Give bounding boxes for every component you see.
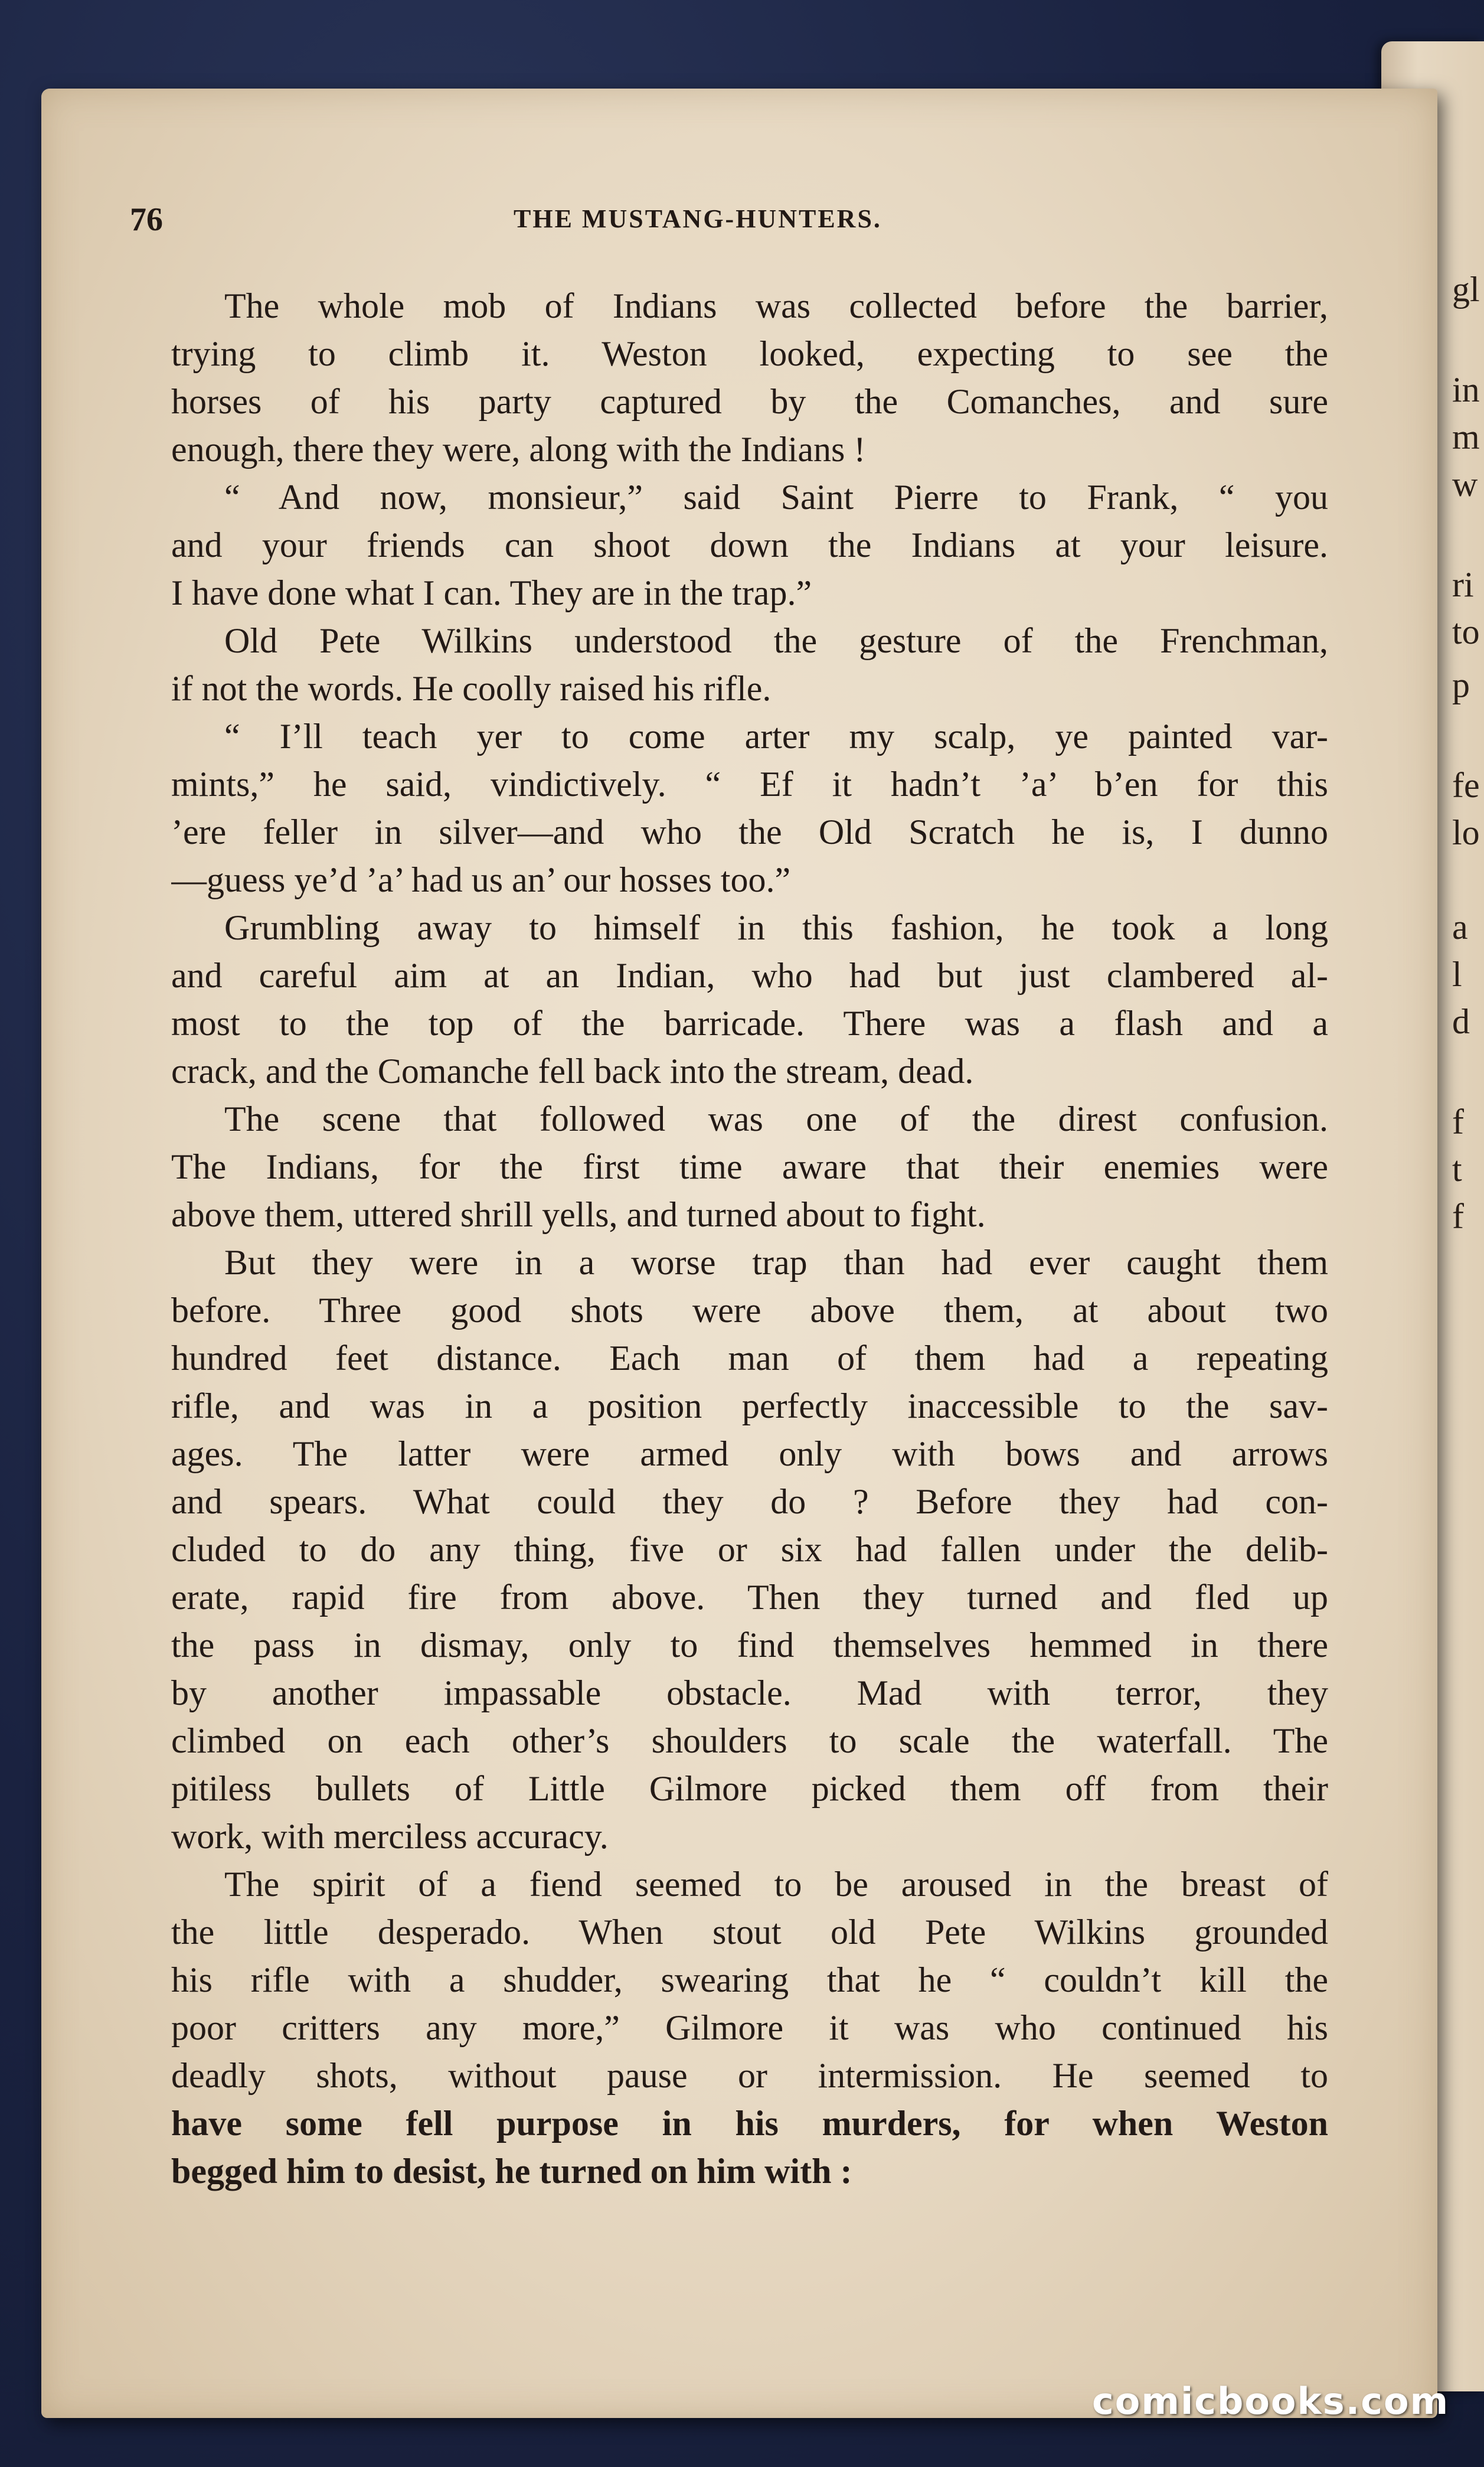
facing-page-fragment: fe [1452, 766, 1480, 805]
text-line: —guess ye’d ’a’ had us an’ our hosses too.” [171, 860, 791, 899]
facing-page-fragment: in [1452, 370, 1480, 409]
text-line: erate, rapid fire from above. Then they turned and fled up [171, 1578, 1328, 1617]
facing-page-fragment: a [1452, 908, 1468, 947]
text-line: crack, and the Comanche fell back into the stream, dead. [171, 1052, 974, 1091]
text-line: begged him to desist, he turned on him with : [171, 2152, 852, 2191]
text-line: “ And now, monsieur,” said Saint Pierre to Frank, “ you [224, 478, 1328, 517]
facing-page-fragment: lo [1452, 813, 1480, 852]
text-line: if not the words. He coolly raised his rifle. [171, 669, 772, 708]
text-line: trying to climb it. Weston looked, expecting to see the [171, 334, 1328, 373]
text-line: hundred feet distance. Each man of them had a repeating [171, 1339, 1328, 1378]
facing-page-fragment: d [1452, 1002, 1470, 1041]
text-line: “ I’ll teach yer to come arter my scalp, ye painted var- [224, 717, 1328, 756]
running-head: THE MUSTANG-HUNTERS. [514, 204, 882, 233]
facing-page-fragment: t [1452, 1150, 1462, 1189]
text-line: the little desperado. When stout old Pete Wilkins grounded [171, 1913, 1328, 1952]
text-line: before. Three good shots were above them, at about two [171, 1291, 1328, 1330]
text-line: ages. The latter were armed only with bows and arrows [171, 1434, 1328, 1473]
text-line: The whole mob of Indians was collected before the barrier, [224, 286, 1328, 325]
text-line: ’ere feller in silver—and who the Old Scratch he is, I dunno [171, 812, 1328, 851]
text-line: climbed on each other’s shoulders to scale the waterfall. The [171, 1721, 1328, 1760]
text-line: cluded to do any thing, five or six had fallen under the delib- [171, 1530, 1328, 1569]
facing-page-fragment: f [1452, 1197, 1464, 1236]
facing-page-fragment: f [1452, 1102, 1464, 1141]
text-line: The scene that followed was one of the direst confusion. [224, 1099, 1328, 1138]
facing-page-fragment: p [1452, 665, 1470, 704]
page-number: 76 [130, 201, 163, 238]
text-line: pitiless bullets of Little Gilmore picked them off from their [171, 1769, 1328, 1808]
text-line: and careful aim at an Indian, who had but just clambered al- [171, 956, 1328, 995]
facing-page-fragment: ri [1452, 565, 1474, 604]
text-line: his rifle with a shudder, swearing that he “ couldn’t kill the [171, 1960, 1328, 1999]
text-line: Old Pete Wilkins understood the gesture of the Frenchman, [224, 621, 1328, 660]
text-line: poor critters any more,” Gilmore it was who continued his [171, 2008, 1328, 2047]
text-line: deadly shots, without pause or intermission. He seemed to [171, 2056, 1328, 2095]
text-line: work, with merciless accuracy. [171, 1817, 609, 1856]
text-line: mints,” he said, vindictively. “ Ef it hadn’t ’a’ b’en for this [171, 765, 1328, 804]
facing-page-fragment: w [1452, 465, 1478, 504]
text-line: Grumbling away to himself in this fashion, he took a long [224, 908, 1328, 947]
text-line: most to the top of the barricade. There was a flash and a [171, 1004, 1328, 1043]
facing-page-fragment: l [1452, 955, 1462, 994]
facing-page-fragment: m [1452, 417, 1480, 456]
text-line: above them, uttered shrill yells, and turned about to fight. [171, 1195, 986, 1234]
text-line: by another impassable obstacle. Mad with terror, they [171, 1673, 1328, 1712]
body-text [171, 282, 1328, 2195]
text-line: horses of his party captured by the Comanches, and sure [171, 382, 1328, 421]
facing-page-fragment: gl [1452, 270, 1480, 309]
facing-page-fragment: to [1452, 612, 1480, 651]
text-line: But they were in a worse trap than had ever caught them [224, 1243, 1328, 1282]
text-line: and your friends can shoot down the Indians at your leisure. [171, 526, 1328, 564]
text-line: rifle, and was in a position perfectly inaccessible to the sav- [171, 1386, 1328, 1425]
text-line: I have done what I can. They are in the trap.” [171, 573, 812, 612]
text-line: enough, there they were, along with the Indians ! [171, 430, 866, 469]
text-line: The Indians, for the first time aware that their enemies were [171, 1147, 1328, 1186]
text-line: have some fell purpose in his murders, for when Weston [171, 2104, 1328, 2143]
text-line: the pass in dismay, only to find themselves hemmed in there [171, 1626, 1328, 1665]
text-line: and spears. What could they do ? Before they had con- [171, 1482, 1328, 1521]
text-line: The spirit of a fiend seemed to be aroused in the breast of [224, 1865, 1328, 1904]
site-watermark: comicbooks.com [1092, 2380, 1450, 2423]
